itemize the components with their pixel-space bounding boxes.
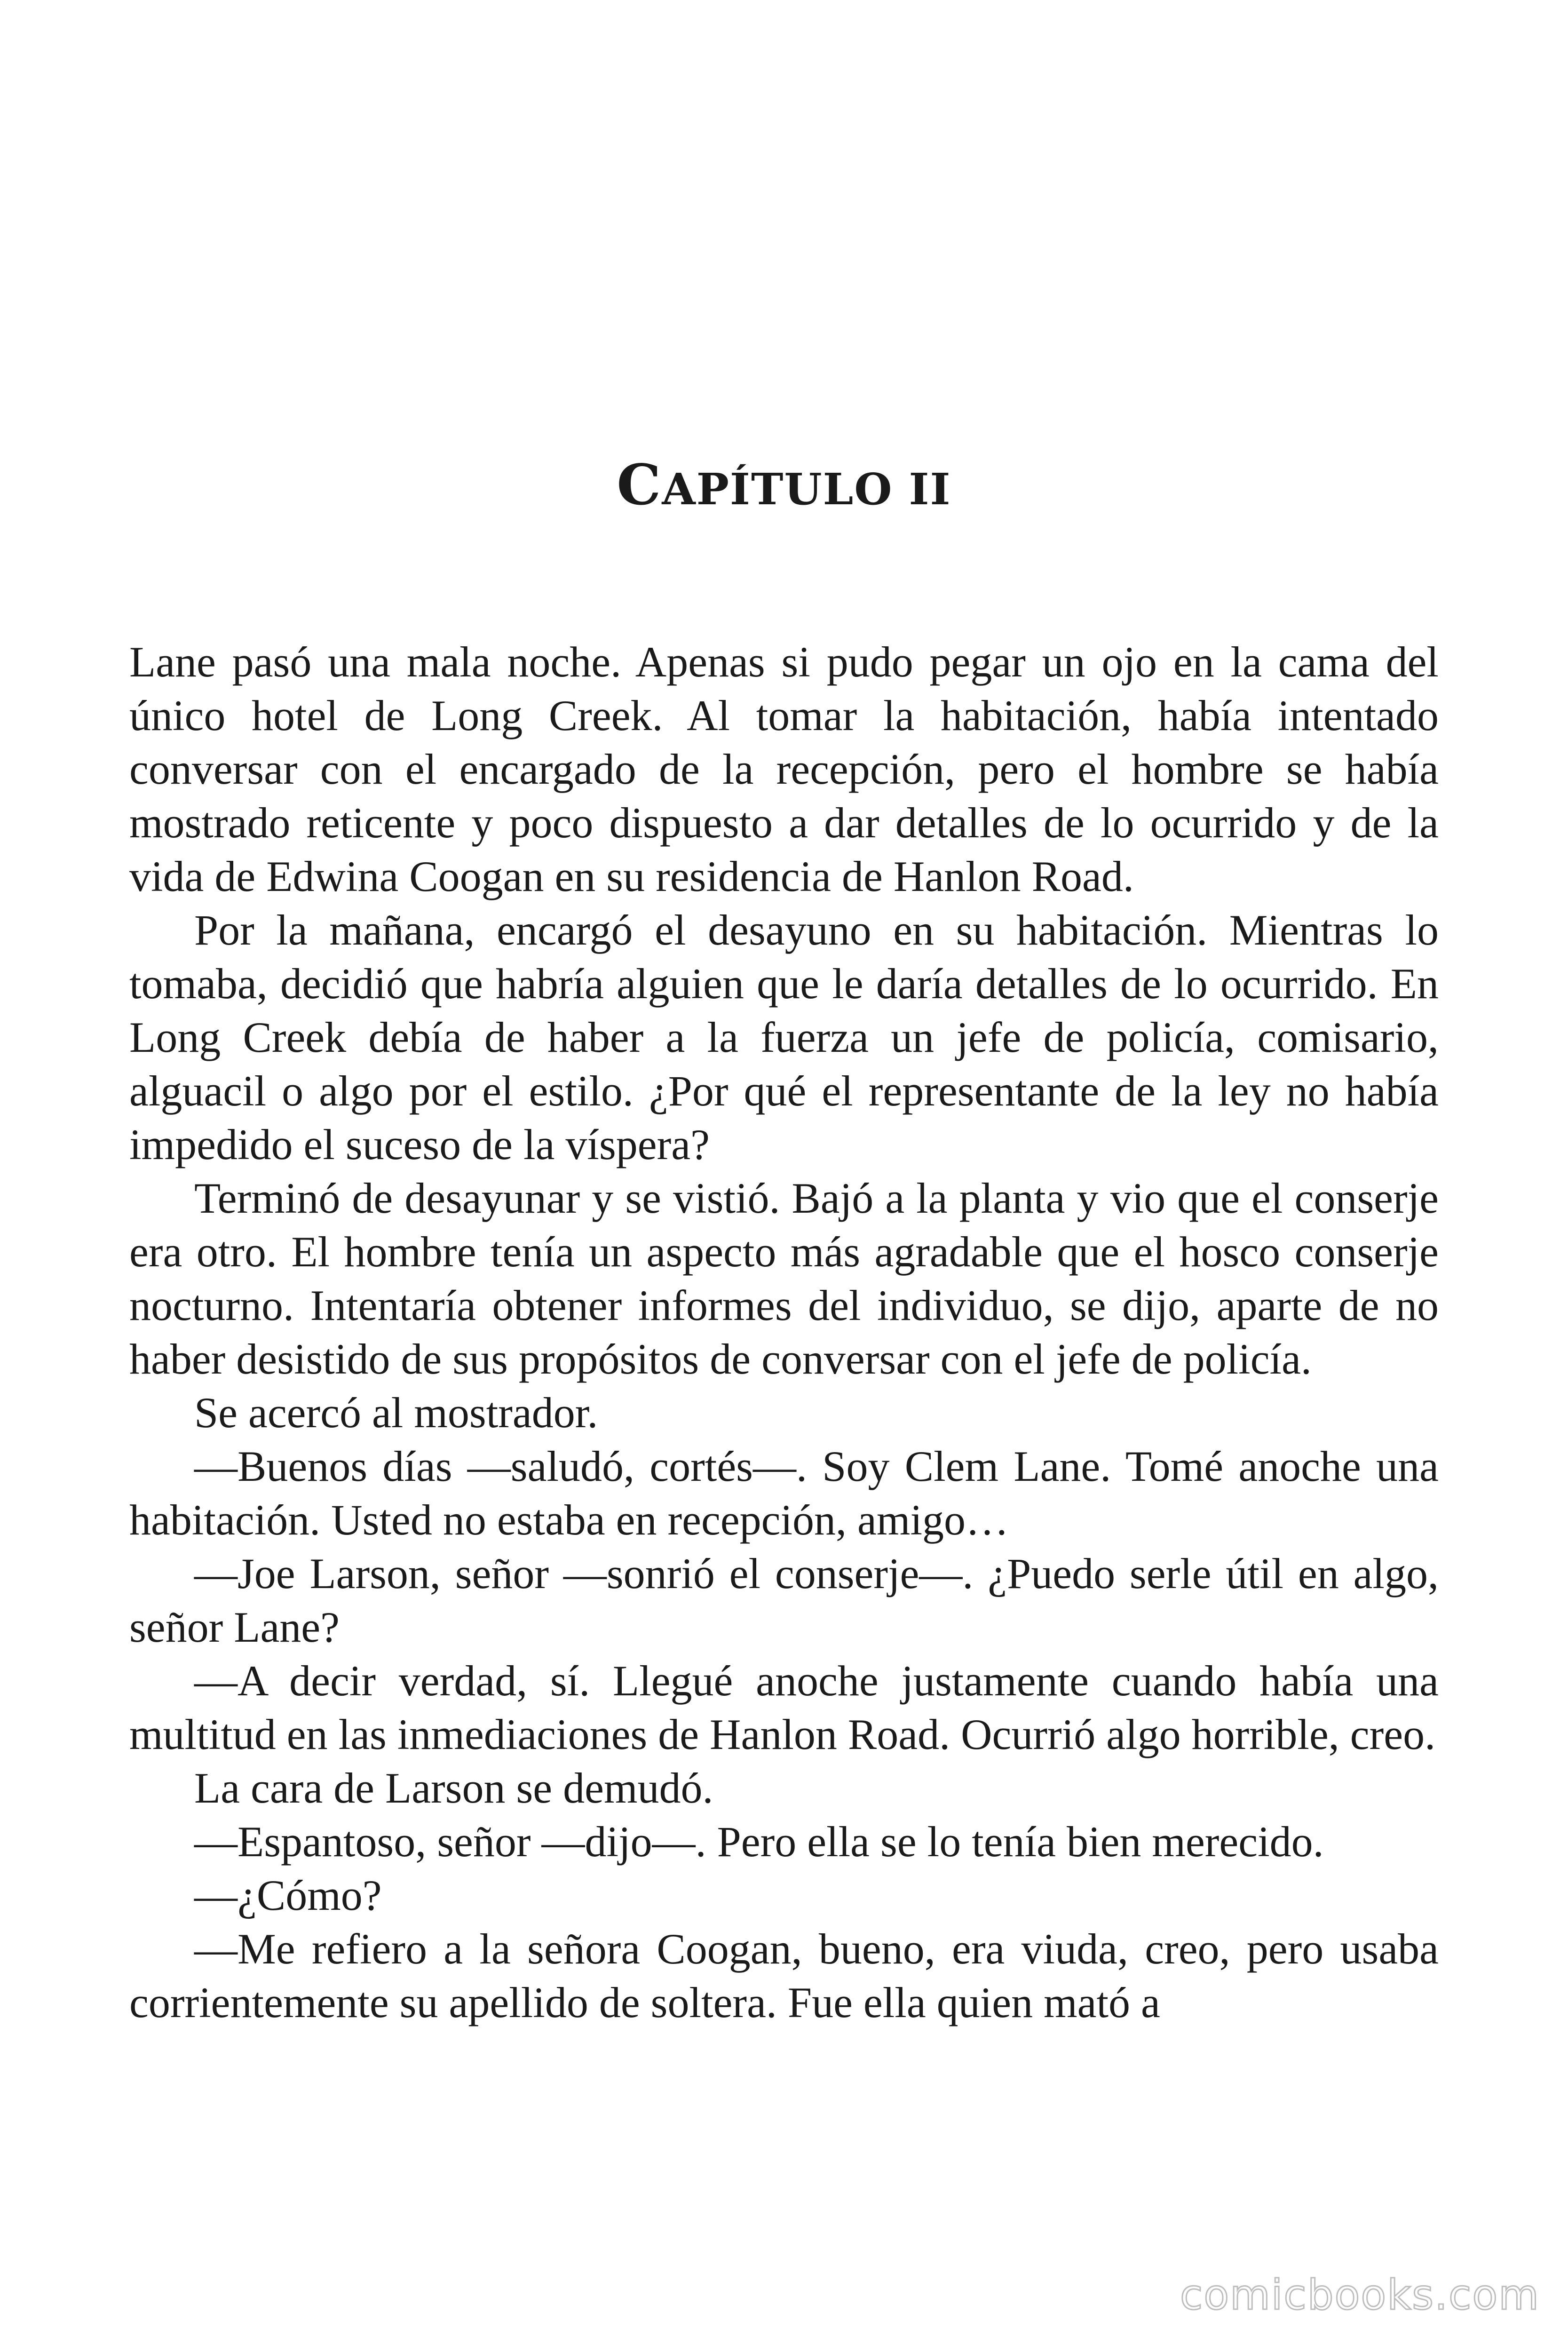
paragraph: Lane pasó una mala noche. Apenas si pudo pegar un ojo en la cama del único hotel de Long Creek. Al tomar la habitación, había intentado conversar con el encargado de la recepción, pero el hombre se había mostrado reticente y poco dispuesto a dar detalles de lo ocurrido y de la vida de Edwina Coogan en su residencia de Hanlon Road. <box>129 638 1439 900</box>
chapter-title-initial: C <box>617 452 662 517</box>
paragraph: La cara de Larson se demudó. <box>194 1764 713 1812</box>
dialogue-paragraph: —Buenos días —saludó, cortés—. Soy Clem Lane. Tomé anoche una habitación. Usted no estaba en recepción, amigo… <box>129 1442 1439 1544</box>
paragraph: Se acercó al mostrador. <box>194 1389 598 1437</box>
watermark: comicbooks.com <box>1180 2271 1540 2319</box>
dialogue-paragraph: —Me refiero a la señora Coogan, bueno, era viuda, creo, pero usaba corrientemente su apellido de soltera. Fue ella quien mató a <box>129 1925 1439 2026</box>
paragraph: Terminó de desayunar y se vistió. Bajó a la planta y vio que el conserje era otro. El hombre tenía un aspecto más agradable que el hosco conserje nocturno. Intentaría obtener informes del individuo, se dijo, aparte de no haber desistido de sus propósitos de conversar con el jefe de policía. <box>129 1174 1439 1383</box>
dialogue-paragraph: —A decir verdad, sí. Llegué anoche justamente cuando había una multitud en las inmediaciones de Hanlon Road. Ocurrió algo horrible, creo. <box>129 1657 1439 1758</box>
dialogue-paragraph: —Joe Larson, señor —sonrió el conserje—. ¿Puedo serle útil en algo, señor Lane? <box>129 1549 1439 1651</box>
chapter-text <box>129 635 1439 2029</box>
dialogue-paragraph: —¿Cómo? <box>194 1871 382 1919</box>
paragraph: Por la mañana, encargó el desayuno en su habitación. Mientras lo tomaba, decidió que habría alguien que le daría detalles de lo ocurrido. En Long Creek debía de haber a la fuerza un jefe de policía, comisario, alguacil o algo por el estilo. ¿Por qué el representante de la ley no había impedido el suceso de la víspera? <box>129 906 1439 1168</box>
dialogue-paragraph: —Espantoso, señor —dijo—. Pero ella se lo tenía bien merecido. <box>194 1818 1324 1866</box>
chapter-title-rest: APÍTULO II <box>662 464 951 515</box>
chapter-title <box>0 452 1568 518</box>
